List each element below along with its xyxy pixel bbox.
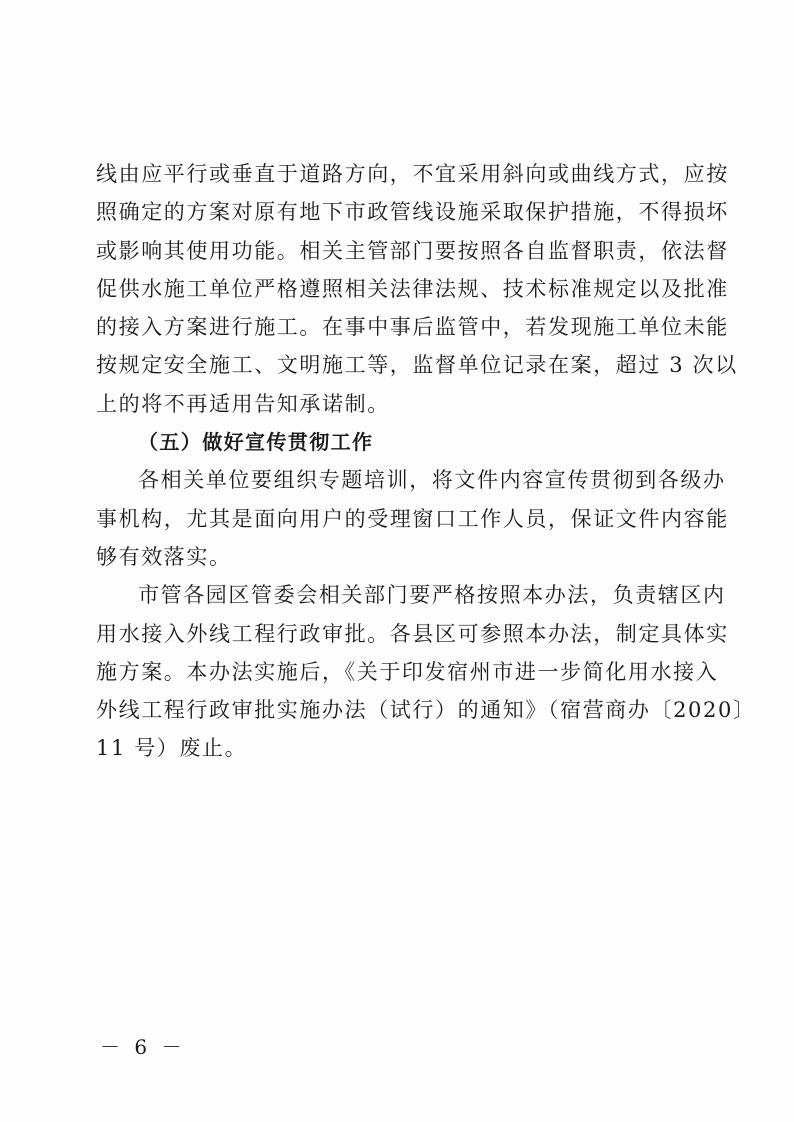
body-line-last: 11 号）废止。	[96, 736, 248, 761]
page-number: － 6 －	[100, 1035, 186, 1059]
body-line: 或影响其使用功能。相关主管部门要按照各自监督职责，依法督	[96, 238, 729, 263]
paragraph-first-line: 市管各园区管委会相关部门要严格按照本办法，负责辖区内	[138, 583, 726, 608]
body-line: 事机构，尤其是面向用户的受理窗口工作人员，保证文件内容能	[96, 506, 729, 531]
section-heading: （五）做好宣传贯彻工作	[138, 430, 374, 455]
body-line: 施方案。本办法实施后，《关于印发宿州市进一步简化用水接入	[96, 659, 719, 684]
body-line: 外线工程行政审批实施办法（试行）的通知》（宿营商办〔2020〕	[96, 698, 756, 723]
body-line-last: 上的将不再适用告知承诺制。	[96, 391, 390, 416]
body-line: 照确定的方案对原有地下市政管线设施采取保护措施，不得损坏	[96, 200, 729, 225]
body-line: 线由应平行或垂直于道路方向，不宜采用斜向或曲线方式，应按	[96, 162, 729, 186]
body-line: 用水接入外线工程行政审批。各县区可参照本办法，制定具体实	[96, 621, 729, 646]
body-line: 按规定安全施工、文明施工等，监督单位记录在案，超过 3 次以	[96, 353, 738, 378]
body-line-last: 够有效落实。	[96, 544, 232, 569]
body-line: 的接入方案进行施工。在事中事后监管中，若发现施工单位未能	[96, 315, 729, 340]
document-body	[96, 155, 756, 768]
body-line: 促供水施工单位严格遵照相关法律法规、技术标准规定以及批准	[96, 276, 729, 301]
paragraph-first-line: 各相关单位要组织专题培训，将文件内容宣传贯彻到各级办	[138, 468, 726, 493]
